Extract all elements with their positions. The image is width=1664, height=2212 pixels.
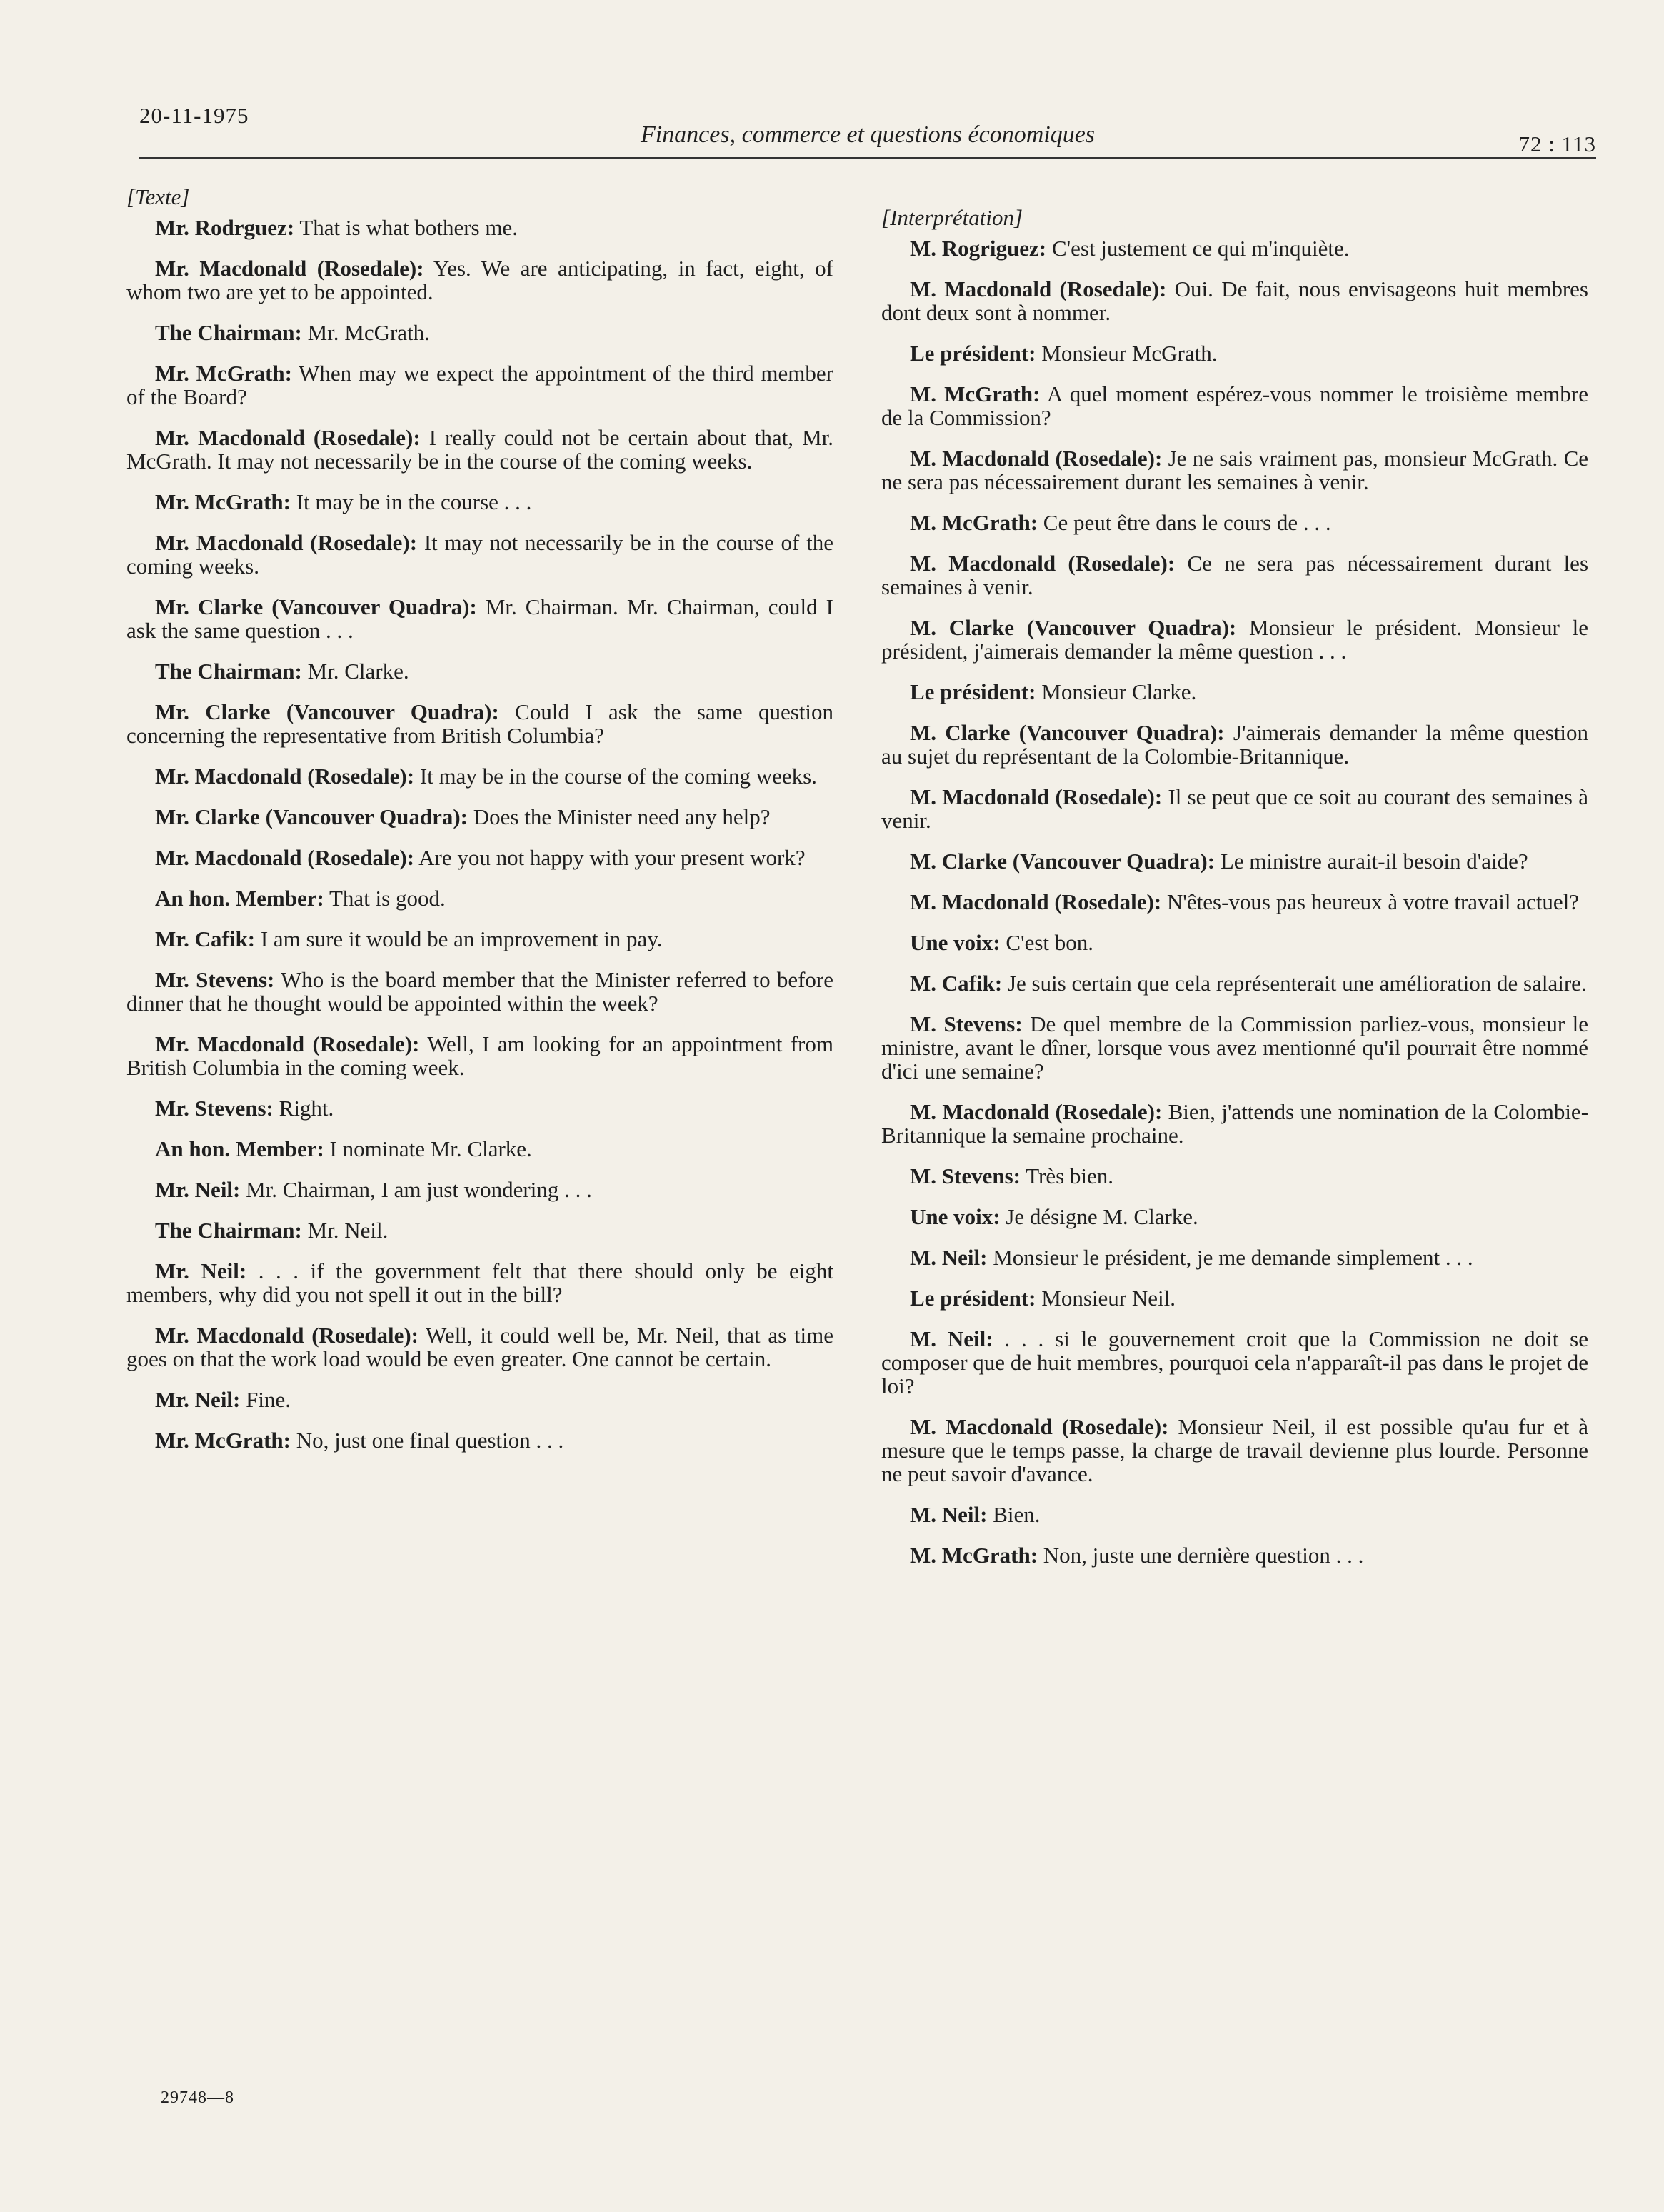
speech-text: Does the Minister need any help?: [473, 804, 771, 829]
speech-text: Très bien.: [1026, 1163, 1114, 1188]
speaker-name: Le président:: [910, 341, 1036, 366]
speech-paragraph: [881, 1286, 1588, 1310]
speech-text: Yes. We are anticipating, in fact, eight, of whom two are yet to be appointed.: [126, 256, 833, 304]
speech-paragraph: [881, 849, 1588, 873]
speaker-name: M. Stevens:: [910, 1011, 1023, 1036]
speech-paragraph: [126, 361, 833, 409]
speech-paragraph: [881, 511, 1588, 534]
page-header: [139, 100, 1596, 159]
speech-text: . . . if the government felt that there should only be eight members, why did you not spell it out in the bill?: [126, 1258, 833, 1307]
speech-text: When may we expect the appointment of the third member of the Board?: [126, 361, 833, 409]
speaker-name: Mr. Macdonald (Rosedale):: [155, 256, 424, 281]
speech-paragraph: [881, 446, 1588, 494]
speaker-name: The Chairman:: [155, 659, 302, 684]
speech-paragraph: [881, 785, 1588, 832]
speech-text: Le ministre aurait-il besoin d'aide?: [1220, 849, 1528, 874]
speaker-name: M. McGrath:: [910, 381, 1041, 406]
speaker-name: M. Macdonald (Rosedale):: [910, 889, 1162, 914]
speaker-name: Mr. McGrath:: [155, 1428, 291, 1453]
speaker-name: Mr. Macdonald (Rosedale):: [155, 530, 418, 555]
speech-paragraph: [126, 490, 833, 514]
speech-paragraph: [126, 256, 833, 304]
speech-paragraph: [126, 1323, 833, 1371]
speech-paragraph: [126, 595, 833, 642]
speech-text: That is good.: [329, 886, 446, 911]
speech-paragraph: [126, 700, 833, 747]
speaker-name: Mr. Neil:: [155, 1387, 241, 1412]
speech-paragraph: [881, 1503, 1588, 1526]
speaker-name: M. Macdonald (Rosedale):: [910, 1099, 1163, 1124]
speech-paragraph: [881, 931, 1588, 954]
speech-paragraph: [881, 680, 1588, 704]
speech-paragraph: [881, 341, 1588, 365]
speech-text: Could I ask the same question concerning the representative from British Columbia?: [126, 699, 833, 748]
speech-paragraph: [126, 764, 833, 788]
speaker-name: The Chairman:: [155, 320, 302, 345]
speech-text: Monsieur Neil.: [1041, 1286, 1176, 1311]
speaker-name: M. Neil:: [910, 1326, 993, 1351]
speech-text: Fine.: [246, 1387, 291, 1412]
speech-paragraph: [881, 616, 1588, 663]
speaker-name: Le président:: [910, 1286, 1036, 1311]
speech-paragraph: [126, 426, 833, 473]
speech-text: C'est bon.: [1006, 930, 1094, 955]
speaker-name: M. McGrath:: [910, 1543, 1038, 1568]
speech-text: No, just one final question . . .: [296, 1428, 564, 1453]
speech-paragraph: [881, 890, 1588, 914]
english-column-label: [Texte]: [126, 184, 190, 209]
speech-paragraph: [126, 659, 833, 683]
speaker-name: M. Clarke (Vancouver Quadra):: [910, 720, 1225, 745]
speech-paragraph: [126, 805, 833, 829]
speech-text: Right.: [279, 1096, 334, 1121]
speech-paragraph: [881, 721, 1588, 768]
speaker-name: An hon. Member:: [155, 886, 324, 911]
speech-paragraph: [126, 1428, 833, 1452]
speech-text: Are you not happy with your present work?: [418, 845, 806, 870]
speaker-name: Mr. McGrath:: [155, 361, 292, 386]
speech-text: Well, I am looking for an appointment from British Columbia in the coming week.: [126, 1031, 833, 1080]
speech-paragraph: [881, 1205, 1588, 1228]
english-speeches: [126, 216, 833, 1452]
speaker-name: Mr. McGrath:: [155, 489, 291, 514]
speaker-name: Mr. Neil:: [155, 1258, 247, 1283]
header-page-number: 72 : 113: [1518, 131, 1596, 156]
speaker-name: Mr. Macdonald (Rosedale):: [155, 1323, 418, 1348]
speech-text: Ce ne sera pas nécessairement durant les semaines à venir.: [881, 551, 1589, 599]
speech-text: Je suis certain que cela représenterait une amélioration de salaire.: [1007, 971, 1587, 996]
speech-text: J'aimerais demander la même question au sujet du représentant de la Colombie-Britannique.: [881, 720, 1588, 769]
speech-paragraph: [126, 1388, 833, 1411]
speaker-name: An hon. Member:: [155, 1136, 324, 1161]
speech-text: C'est justement ce qui m'inquiète.: [1051, 236, 1350, 261]
speaker-name: Mr. Macdonald (Rosedale):: [155, 764, 415, 789]
speech-text: Monsieur Neil, il est possible qu'au fur et à mesure que le temps passe, la charge de travail devienne plus lourde. Personne ne peut savoir d'avance.: [881, 1414, 1589, 1486]
speech-paragraph: [126, 968, 833, 1015]
speech-paragraph: [881, 1415, 1588, 1486]
speaker-name: Une voix:: [910, 1204, 1001, 1229]
speaker-name: Mr. Neil:: [155, 1177, 241, 1202]
speaker-name: Mr. Rodrguez:: [155, 215, 295, 240]
speaker-name: Mr. Stevens:: [155, 967, 275, 992]
speech-text: Mr. Neil.: [307, 1218, 389, 1243]
speaker-name: Mr. Cafik:: [155, 926, 256, 951]
speech-paragraph: [126, 1218, 833, 1242]
speaker-name: M. McGrath:: [910, 510, 1038, 535]
speech-paragraph: [126, 216, 833, 239]
speaker-name: M. Macdonald (Rosedale):: [910, 551, 1176, 576]
speech-text: Mr. Chairman, I am just wondering . . .: [246, 1177, 592, 1202]
speech-text: Je désigne M. Clarke.: [1006, 1204, 1198, 1229]
speaker-name: Mr. Clarke (Vancouver Quadra):: [155, 594, 477, 619]
speaker-name: M. Neil:: [910, 1502, 988, 1527]
speech-paragraph: [881, 277, 1588, 324]
speaker-name: M. Macdonald (Rosedale):: [910, 784, 1163, 809]
english-column: [126, 184, 833, 1469]
speaker-name: M. Rogriguez:: [910, 236, 1047, 261]
speech-paragraph: [126, 886, 833, 910]
french-speeches: [881, 236, 1588, 1567]
speaker-name: M. Macdonald (Rosedale):: [910, 446, 1163, 471]
speech-paragraph: [881, 1164, 1588, 1188]
speaker-name: Le président:: [910, 679, 1036, 704]
speech-text: I nominate Mr. Clarke.: [329, 1136, 532, 1161]
speech-text: It may be in the course of the coming weeks.: [419, 764, 817, 789]
speaker-name: M. Macdonald (Rosedale):: [910, 1414, 1169, 1439]
speech-text: Mr. Clarke.: [307, 659, 409, 684]
speech-paragraph: [126, 846, 833, 869]
speech-text: Monsieur le président. Monsieur le président, j'aimerais demander la même question . . .: [881, 615, 1588, 664]
speaker-name: Mr. Clarke (Vancouver Quadra):: [155, 699, 499, 724]
speaker-name: Mr. Clarke (Vancouver Quadra):: [155, 804, 468, 829]
speech-text: A quel moment espérez-vous nommer le troisième membre de la Commission?: [881, 381, 1588, 430]
speech-text: That is what bothers me.: [299, 215, 518, 240]
speaker-name: Mr. Stevens:: [155, 1096, 274, 1121]
speech-text: . . . si le gouvernement croit que la Commission ne doit se composer que de huit membres, pourquoi cela n'apparaît-il pas dans le projet de loi?: [881, 1326, 1588, 1398]
speech-text: Monsieur McGrath.: [1041, 341, 1218, 366]
speaker-name: M. Clarke (Vancouver Quadra):: [910, 615, 1237, 640]
french-column: [881, 205, 1588, 1584]
speech-paragraph: [126, 1137, 833, 1161]
speech-paragraph: [126, 1178, 833, 1201]
speech-paragraph: [881, 1543, 1588, 1567]
speaker-name: M. Macdonald (Rosedale):: [910, 276, 1167, 301]
speech-text: Je ne sais vraiment pas, monsieur McGrath. Ce ne sera pas nécessairement durant les semaines à venir.: [881, 446, 1588, 494]
speech-text: Who is the board member that the Minister referred to before dinner that he thought would be appointed within the week?: [126, 967, 833, 1016]
speaker-name: M. Clarke (Vancouver Quadra):: [910, 849, 1216, 874]
speaker-name: Mr. Macdonald (Rosedale):: [155, 845, 415, 870]
header-date: 20-11-1975: [139, 103, 249, 128]
speech-text: Mr. Chairman. Mr. Chairman, could I ask the same question . . .: [126, 594, 834, 643]
speech-text: I really could not be certain about that, Mr. McGrath. It may not necessarily be in the course of the coming weeks.: [126, 425, 834, 474]
speech-paragraph: [126, 531, 833, 578]
speech-text: Non, juste une dernière question . . .: [1043, 1543, 1364, 1568]
speech-paragraph: [881, 1012, 1588, 1083]
speech-paragraph: [881, 551, 1588, 599]
speaker-name: M. Neil:: [910, 1245, 988, 1270]
speech-text: Monsieur Clarke.: [1041, 679, 1197, 704]
speech-text: Monsieur le président, je me demande simplement . . .: [993, 1245, 1473, 1270]
speech-text: Well, it could well be, Mr. Neil, that as time goes on that the work load would be even greater. One cannot be certain.: [126, 1323, 833, 1371]
speaker-name: Mr. Macdonald (Rosedale):: [155, 1031, 420, 1056]
speech-paragraph: [126, 927, 833, 951]
header-title: Finances, commerce et questions économiques: [640, 121, 1096, 148]
speaker-name: Mr. Macdonald (Rosedale):: [155, 425, 421, 450]
french-column-label: [Interprétation]: [881, 205, 1023, 230]
speech-text: De quel membre de la Commission parliez-vous, monsieur le ministre, avant le dîner, lorsque vous avez mentionné qu'il pourrait être nommé d'ici une semaine?: [881, 1011, 1588, 1084]
speech-text: Oui. De fait, nous envisageons huit membres dont deux sont à nommer.: [881, 276, 1588, 325]
speech-text: N'êtes-vous pas heureux à votre travail actuel?: [1166, 889, 1580, 914]
speaker-name: Une voix:: [910, 930, 1001, 955]
speech-paragraph: [126, 1032, 833, 1079]
speech-text: Bien.: [993, 1502, 1041, 1527]
speaker-name: M. Cafik:: [910, 971, 1003, 996]
speech-paragraph: [881, 382, 1588, 429]
speech-text: I am sure it would be an improvement in pay.: [260, 926, 663, 951]
speech-paragraph: [881, 1246, 1588, 1269]
speech-paragraph: [881, 236, 1588, 260]
speech-paragraph: [126, 321, 833, 344]
footer-code: 29748—8: [161, 2088, 234, 2107]
speech-text: Bien, j'attends une nomination de la Colombie-Britannique la semaine prochaine.: [881, 1099, 1589, 1148]
speech-text: Ce peut être dans le cours de . . .: [1043, 510, 1331, 535]
speech-text: It may be in the course . . .: [296, 489, 532, 514]
speaker-name: The Chairman:: [155, 1218, 302, 1243]
speech-paragraph: [126, 1096, 833, 1120]
speech-text: It may not necessarily be in the course of the coming weeks.: [126, 530, 833, 579]
speech-paragraph: [881, 1327, 1588, 1398]
speech-paragraph: [881, 1100, 1588, 1147]
speech-text: Il se peut que ce soit au courant des semaines à venir.: [881, 784, 1588, 833]
speech-paragraph: [126, 1259, 833, 1306]
speaker-name: M. Stevens:: [910, 1163, 1021, 1188]
speech-paragraph: [881, 971, 1588, 995]
speech-text: Mr. McGrath.: [307, 320, 430, 345]
